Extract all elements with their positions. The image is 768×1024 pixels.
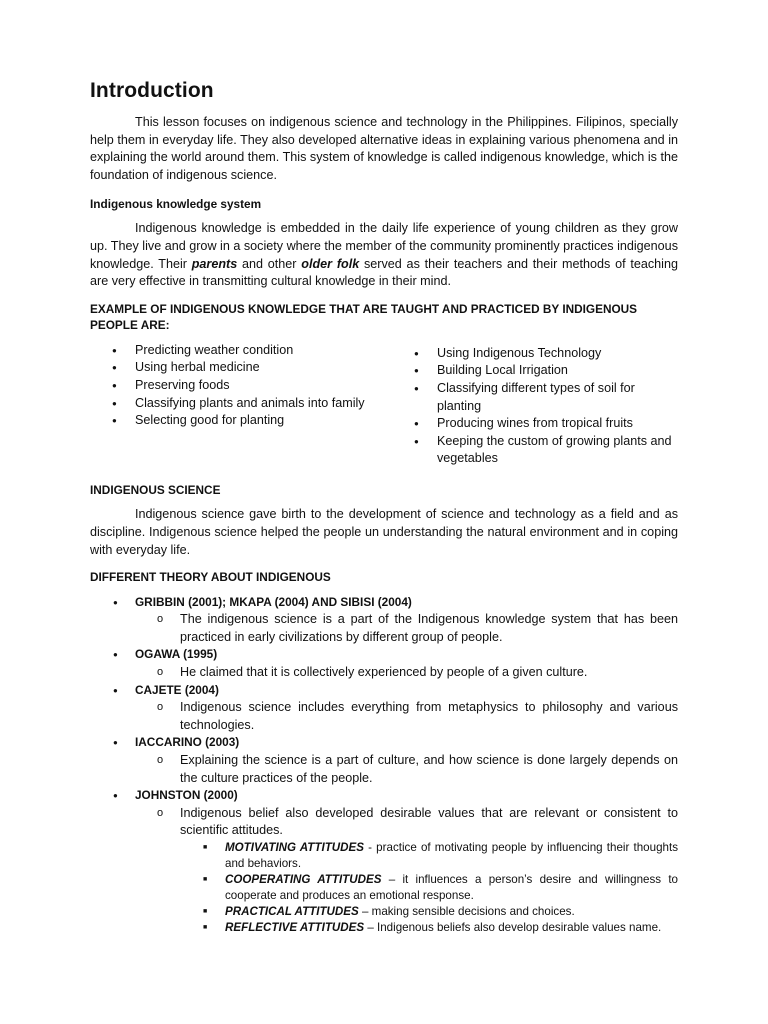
attitude-term: PRACTICAL ATTITUDES: [225, 905, 359, 918]
list-item: ● Predicting weather condition: [90, 342, 376, 360]
attitude-description: – making sensible decisions and choices.: [358, 905, 575, 918]
theory-points: [135, 805, 678, 936]
attitude-description: - practice of motivating people by influencing their thoughts and behaviors.: [225, 841, 678, 870]
theories-heading: DIFFERENT THEORY ABOUT INDIGENOUS: [90, 570, 331, 585]
attitude-description: – Indigenous beliefs also develop desirable values name.: [364, 921, 662, 934]
intro-paragraph: This lesson focuses on indigenous science and technology in the Philippines. Filipinos, specially help them in everyday life. They also developed alternative ideas in explaining various phenomena and in explaining the world around them. This system of knowledge is called indigenous knowledge, which is the foundation of indigenous science.: [90, 115, 678, 182]
theory-item: [90, 682, 678, 735]
theory-point-text: The indigenous science is a part of the Indigenous knowledge system that has been practiced in early civilizations by different group of people.: [180, 612, 678, 644]
theory-points: [135, 611, 678, 646]
indigenous-science-paragraph: Indigenous science gave birth to the development of science and technology as a field and as discipline. Indigenous science helped the people un understanding the natural environment and in coping with everyday life.: [90, 507, 678, 557]
list-item: ● Building Local Irrigation: [392, 362, 678, 380]
paragraph-text: and other: [237, 256, 302, 271]
attitude-item: [180, 872, 678, 904]
theory-item: [90, 734, 678, 787]
theories-list: [90, 594, 678, 936]
list-item: ● Classifying plants and animals into family: [90, 395, 376, 413]
examples-right-column: [376, 342, 678, 468]
theory-point: [135, 664, 678, 682]
list-item: ● Producing wines from tropical fruits: [392, 415, 678, 433]
examples-right-list: [392, 345, 678, 468]
theory-item: [90, 594, 678, 647]
attitude-item: [180, 840, 678, 872]
theory-point-text: Indigenous science includes everything from metaphysics to philosophy and various technologies.: [180, 700, 678, 732]
page-title: Introduction: [90, 79, 214, 102]
list-item: ● Selecting good for planting: [90, 412, 376, 430]
theory-points: [135, 752, 678, 787]
list-item: ● Keeping the custom of growing plants and vegetables: [392, 433, 678, 468]
attitudes-list: [180, 840, 678, 936]
examples-two-column-list: [90, 342, 678, 468]
theory-item: [90, 646, 678, 681]
list-item: ● Classifying different types of soil for planting: [392, 380, 678, 415]
theory-point: [135, 805, 678, 936]
theory-points: [135, 664, 678, 682]
indigenous-science-heading: INDIGENOUS SCIENCE: [90, 482, 221, 497]
list-item: ● Preserving foods: [90, 377, 376, 395]
theory-point: [135, 699, 678, 734]
attitude-item: [180, 904, 678, 920]
attitude-term: MOTIVATING ATTITUDES: [225, 841, 364, 854]
emphasis-parents: parents: [191, 256, 238, 271]
section-heading-indigenous-knowledge-system: Indigenous knowledge system: [90, 197, 262, 212]
theory-author: CAJETE (2004): [135, 682, 219, 697]
theory-author: JOHNSTON (2000): [135, 788, 238, 803]
theory-point-text: Explaining the science is a part of culture, and how science is done largely depends on the culture practices of the people.: [180, 753, 678, 785]
list-item: ● Using Indigenous Technology: [392, 345, 678, 363]
theory-point: [135, 611, 678, 646]
examples-heading: EXAMPLE OF INDIGENOUS KNOWLEDGE THAT ARE TAUGHT AND PRACTICED BY INDIGENOUS PEOPLE ARE:: [90, 301, 638, 333]
paragraph-text: served as their teachers and their methods of teaching are very effective in transmitting cultural knowledge in their mind.: [90, 256, 678, 289]
list-item: ● Using herbal medicine: [90, 359, 376, 377]
theory-points: [135, 699, 678, 734]
indigenous-knowledge-paragraph: [90, 220, 678, 290]
theory-point-text: He claimed that it is collectively experienced by people of a given culture.: [180, 665, 588, 680]
theory-author: IACCARINO (2003): [135, 735, 240, 750]
attitude-term: COOPERATING ATTITUDES: [225, 873, 382, 886]
theory-point: [135, 752, 678, 787]
examples-left-column: [90, 342, 376, 468]
theory-author: GRIBBIN (2001); MKAPA (2004) AND SIBISI (2004): [135, 594, 412, 609]
theory-item: [90, 787, 678, 936]
attitude-term: REFLECTIVE ATTITUDES: [225, 921, 365, 934]
emphasis-older-folk: older folk: [301, 256, 360, 271]
attitude-description: – it influences a person’s desire and willingness to cooperate and produces an emotional response.: [225, 873, 679, 902]
examples-left-list: [90, 342, 376, 430]
theory-point-text: Indigenous belief also developed desirable values that are relevant or consistent to scientific attitudes.: [180, 805, 678, 838]
theory-author: OGAWA (1995): [135, 647, 218, 662]
attitude-item: [180, 920, 678, 936]
paragraph-text: Indigenous knowledge is embedded in the daily life experience of young children as they grow up. They live and grow in a society where the member of the community prominently practices indigenous knowledge. Their: [90, 221, 678, 271]
